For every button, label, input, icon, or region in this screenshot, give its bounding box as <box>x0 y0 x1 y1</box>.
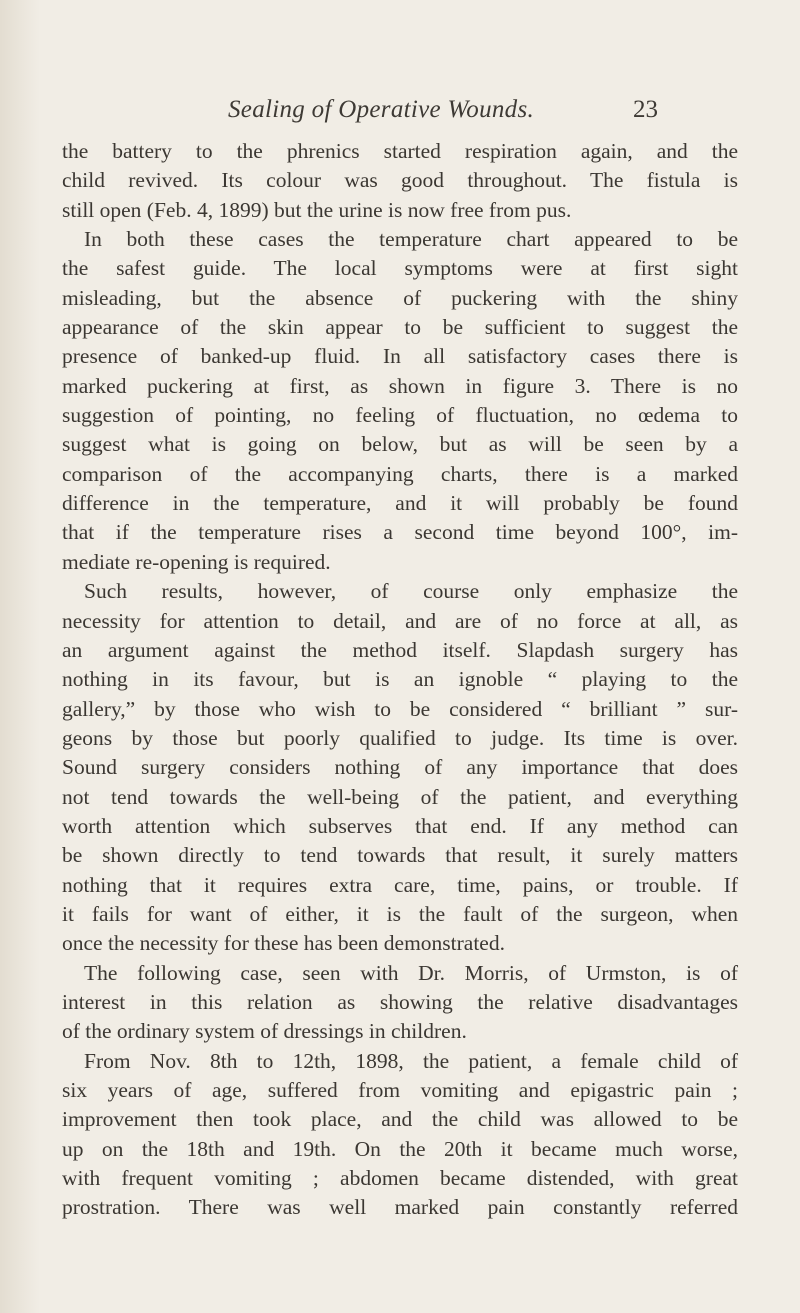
text-line: appearance of the skin appear to be sufficient to suggest the <box>62 315 738 340</box>
text-line: still open (Feb. 4, 1899) but the urine is now free from pus. <box>62 197 572 222</box>
text-line: suggest what is going on below, but as will be seen by a <box>62 432 738 457</box>
running-title-prefix: Sealing <box>228 96 306 123</box>
text-line: the safest guide. The local symptoms were at first sight <box>62 256 738 281</box>
text-line: misleading, but the absence of puckering with the shiny <box>62 285 738 310</box>
page-number: 23 <box>633 96 658 123</box>
text-line: nothing that it requires extra care, time, pains, or trouble. If <box>62 872 738 897</box>
text-line: In both these cases the temperature chart appeared to be <box>84 227 738 252</box>
text-line: that if the temperature rises a second time beyond 100°, im- <box>62 520 738 545</box>
text-line: necessity for attention to detail, and are of no force at all, as <box>62 608 738 633</box>
text-line: up on the 18th and 19th. On the 20th it became much worse, <box>62 1136 738 1161</box>
text-line: an argument against the method itself. Slapdash surgery has <box>62 637 738 662</box>
running-title-suffix: of Operative Wounds. <box>305 96 535 123</box>
text-line: marked puckering at first, as shown in figure 3. There is no <box>62 373 738 398</box>
text-line: Sound surgery considers nothing of any importance that does <box>62 755 738 780</box>
text-line: gallery,” by those who wish to be considered “ brilliant ” sur- <box>62 696 738 721</box>
text-line: suggestion of pointing, no feeling of fluctuation, no œdema to <box>62 403 738 428</box>
page-edge-shadow <box>0 0 40 1313</box>
text-line: be shown directly to tend towards that result, it surely matters <box>62 843 738 868</box>
text-line: Such results, however, of course only emphasize the <box>84 579 738 604</box>
text-line: geons by those but poorly qualified to judge. Its time is over. <box>62 725 738 750</box>
running-title <box>228 96 534 124</box>
text-line: interest in this relation as showing the relative disadvantages <box>62 989 738 1014</box>
text-line: of the ordinary system of dressings in children. <box>62 1019 467 1044</box>
text-line: difference in the temperature, and it will probably be found <box>62 491 738 516</box>
text-line: The following case, seen with Dr. Morris, of Urmston, is of <box>84 960 738 985</box>
text-line: six years of age, suffered from vomiting and epigastric pain ; <box>62 1078 738 1102</box>
text-line: From Nov. 8th to 12th, 1898, the patient, a female child of <box>84 1048 738 1073</box>
text-line: not tend towards the well-being of the patient, and everything <box>62 784 738 809</box>
text-line: nothing in its favour, but is an ignoble “ playing to the <box>62 667 738 692</box>
text-line: presence of banked-up fluid. In all satisfactory cases there is <box>62 344 738 369</box>
text-line: improvement then took place, and the child was allowed to be <box>62 1107 738 1132</box>
text-line: once the necessity for these has been demonstrated. <box>62 931 505 956</box>
text-line: worth attention which subserves that end. If any method can <box>62 813 738 838</box>
running-header <box>0 96 800 130</box>
text-line: mediate re-opening is required. <box>62 549 331 574</box>
text-line: child revived. Its colour was good throughout. The fistula is <box>62 168 738 193</box>
text-line: prostration. There was well marked pain constantly referred <box>62 1195 738 1220</box>
text-line: the battery to the phrenics started respiration again, and the <box>62 139 738 163</box>
text-line: it fails for want of either, it is the fault of the surgeon, when <box>62 901 738 926</box>
body-text <box>62 137 738 1223</box>
text-line: with frequent vomiting ; abdomen became distended, with great <box>62 1166 738 1191</box>
text-line: comparison of the accompanying charts, there is a marked <box>62 461 738 486</box>
